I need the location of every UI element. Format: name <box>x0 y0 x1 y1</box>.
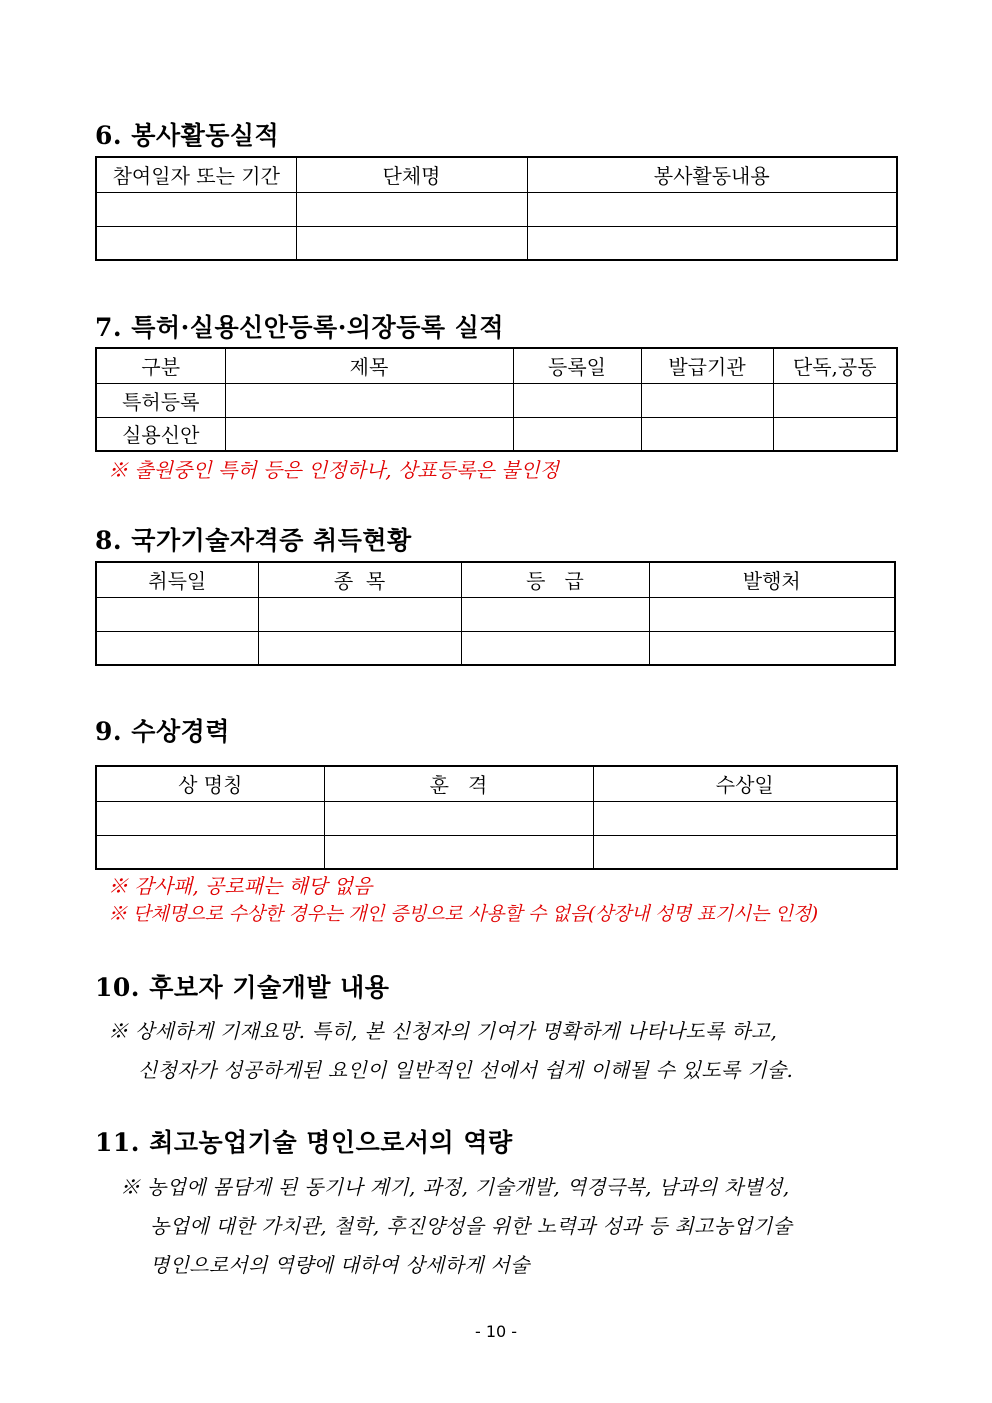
section-9-heading: 9. 수상경력 <box>95 717 230 746</box>
header-cell: 상 명칭 <box>96 766 324 801</box>
section-9-note: ※ 감사패, 공로패는 해당 없음 <box>108 874 373 898</box>
header-cell: 등록일 <box>513 348 641 383</box>
header-cell: 발급기관 <box>641 348 773 383</box>
header-cell: 훈 격 <box>324 766 593 801</box>
input-cell[interactable] <box>296 226 527 260</box>
input-cell[interactable] <box>96 801 324 835</box>
input-cell[interactable] <box>324 835 593 869</box>
header-cell: 단체명 <box>296 157 527 192</box>
section-11-line: 명인으로서의 역량에 대하여 상세하게 서술 <box>150 1253 530 1277</box>
input-cell[interactable] <box>649 631 895 665</box>
input-cell[interactable] <box>225 383 513 417</box>
input-cell[interactable] <box>324 801 593 835</box>
input-cell[interactable] <box>649 597 895 631</box>
section-10-heading: 10. 후보자 기술개발 내용 <box>95 973 390 1002</box>
input-cell[interactable] <box>96 835 324 869</box>
input-cell[interactable] <box>641 383 773 417</box>
section-9-note: ※ 단체명으로 수상한 경우는 개인 증빙으로 사용할 수 없음(상장내 성명 표기시는 인정) <box>108 903 818 925</box>
row-label: 특허등록 <box>96 383 225 417</box>
row-label: 실용신안 <box>96 417 225 451</box>
input-cell[interactable] <box>513 417 641 451</box>
input-cell[interactable] <box>96 597 258 631</box>
input-cell[interactable] <box>96 226 296 260</box>
section-10-line: 신청자가 성공하게된 요인이 일반적인 선에서 쉽게 이해될 수 있도록 기술. <box>138 1058 794 1082</box>
section-11-line: 농업에 대한 가치관, 철학, 후진양성을 위한 노력과 성과 등 최고농업기술 <box>150 1214 793 1238</box>
section-10-line: ※ 상세하게 기재요망. 특히, 본 신청자의 기여가 명확하게 나타나도록 하고, <box>108 1019 778 1043</box>
patent-table <box>95 347 898 452</box>
section-8-heading: 8. 국가기술자격증 취득현황 <box>95 526 412 555</box>
input-cell[interactable] <box>527 226 897 260</box>
input-cell[interactable] <box>593 801 897 835</box>
header-cell: 참여일자 또는 기간 <box>96 157 296 192</box>
header-cell: 봉사활동내용 <box>527 157 897 192</box>
input-cell[interactable] <box>258 597 461 631</box>
volunteer-table <box>95 156 898 261</box>
input-cell[interactable] <box>96 631 258 665</box>
input-cell[interactable] <box>641 417 773 451</box>
page-number: - 10 - <box>474 1322 518 1341</box>
input-cell[interactable] <box>258 631 461 665</box>
section-11-line: ※ 농업에 몸담게 된 동기나 계기, 과정, 기술개발, 역경극복, 남과의 차별성, <box>120 1175 790 1199</box>
certificate-table <box>95 561 896 666</box>
header-cell: 등 급 <box>461 562 649 597</box>
section-7-note: ※ 출원중인 특허 등은 인정하나, 상표등록은 불인정 <box>108 458 559 482</box>
header-cell: 발행처 <box>649 562 895 597</box>
header-cell: 단독,공동 <box>773 348 897 383</box>
input-cell[interactable] <box>461 597 649 631</box>
input-cell[interactable] <box>773 383 897 417</box>
input-cell[interactable] <box>96 192 296 226</box>
input-cell[interactable] <box>527 192 897 226</box>
input-cell[interactable] <box>461 631 649 665</box>
section-7-heading: 7. 특허·실용신안등록·의장등록 실적 <box>95 313 505 342</box>
input-cell[interactable] <box>296 192 527 226</box>
input-cell[interactable] <box>225 417 513 451</box>
input-cell[interactable] <box>513 383 641 417</box>
award-table <box>95 765 898 870</box>
input-cell[interactable] <box>593 835 897 869</box>
header-cell: 수상일 <box>593 766 897 801</box>
header-cell: 제목 <box>225 348 513 383</box>
header-cell: 종 목 <box>258 562 461 597</box>
header-cell: 취득일 <box>96 562 258 597</box>
section-6-heading: 6. 봉사활동실적 <box>95 121 280 150</box>
input-cell[interactable] <box>773 417 897 451</box>
section-11-heading: 11. 최고농업기술 명인으로서의 역량 <box>95 1128 513 1157</box>
header-cell: 구분 <box>96 348 225 383</box>
